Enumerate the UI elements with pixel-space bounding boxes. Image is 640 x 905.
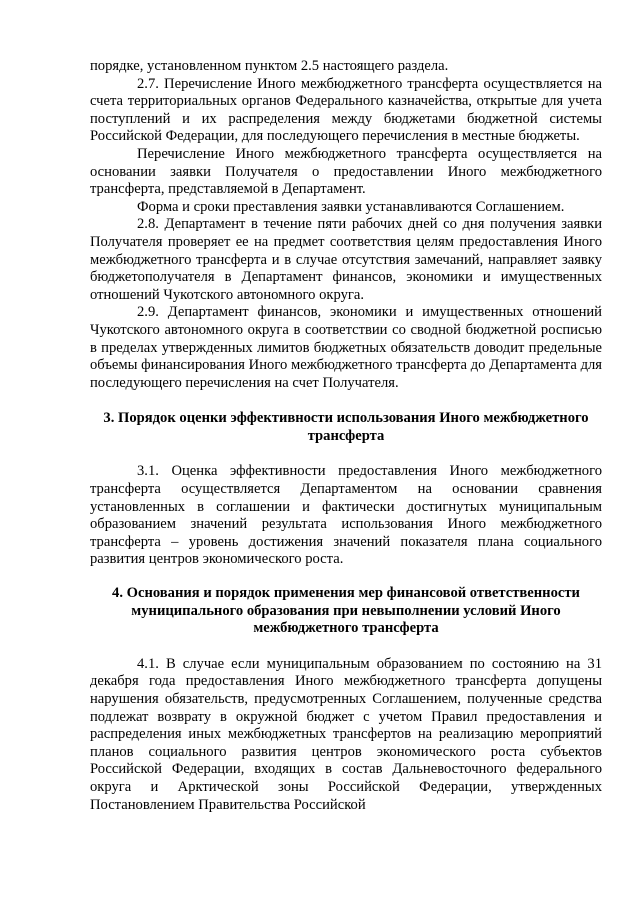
paragraph-3-1: 3.1. Оценка эффективности предоставления Иного межбюджетного трансферта осуществляется Департаментом на основании сравнения установленных в соглашении и фактически достигнутых муниципальным образованием значений результата использования Иного межбюджетного трансферта – уровень достижения значений показателя плана социального развития центров экономического роста. [90, 463, 602, 568]
paragraph-2-8: 2.8. Департамент в течение пяти рабочих дней со дня получения заявки Получателя проверяет ее на предмет соответствия целям предоставления Иного межбюджетного трансферта и в случае отсутствия замечаний, направляет заявку бюджетополучателя в Департамент финансов, экономики и имущественных отношений Чукотского автономного округа. [90, 216, 602, 303]
paragraph-transfer-request: Перечисление Иного межбюджетного трансферта осуществляется на основании заявки Получателя о предоставлении Иного межбюджетного трансферта, представляемой в Департамент. [90, 145, 602, 198]
paragraph-continuation: порядке, установленном пунктом 2.5 настоящего раздела. [90, 58, 449, 74]
paragraph-2-7: 2.7. Перечисление Иного межбюджетного трансферта осуществляется на счета территориальных органов Федерального казначейства, открытые для учета поступлений и их распределения между бюджетами бюджетной системы Российской Федерации, для последующего перечисления в местные бюджеты. [90, 75, 602, 145]
section-4-heading: 4. Основания и порядок применения мер финансовой ответственности муниципального образования при невыполнении условий Иного межбюджетного трансферта [112, 585, 580, 637]
document-page [90, 58, 602, 814]
paragraph-2-9: 2.9. Департамент финансов, экономики и имущественных отношений Чукотского автономного округа в соответствии со сводной бюджетной росписью в пределах утвержденных лимитов бюджетных обязательств доводит предельные объемы финансирования Иного межбюджетного трансферта до Департамента для последующего перечисления на счет Получателя. [90, 304, 602, 391]
paragraph-request-form: Форма и сроки преставления заявки устанавливаются Соглашением. [137, 198, 565, 215]
section-3-heading: 3. Порядок оценки эффективности использования Иного межбюджетного трансферта [103, 410, 589, 444]
paragraph-4-1: 4.1. В случае если муниципальным образованием по состоянию на 31 декабря года предоставления Иного межбюджетного трансферта допущены нарушения обязательств, предусмотренных Соглашением, полученные средства подлежат возврату в окружной бюджет с учетом Правил предоставления и распределения иных межбюджетных трансфертов на реализацию мероприятий планов социального развития центров экономического роста субъектов Российской Федерации, входящих в состав Дальневосточного федерального округа и Арктической зоны Российской Федерации, утвержденных Постановлением Правительства Российской [90, 655, 602, 813]
